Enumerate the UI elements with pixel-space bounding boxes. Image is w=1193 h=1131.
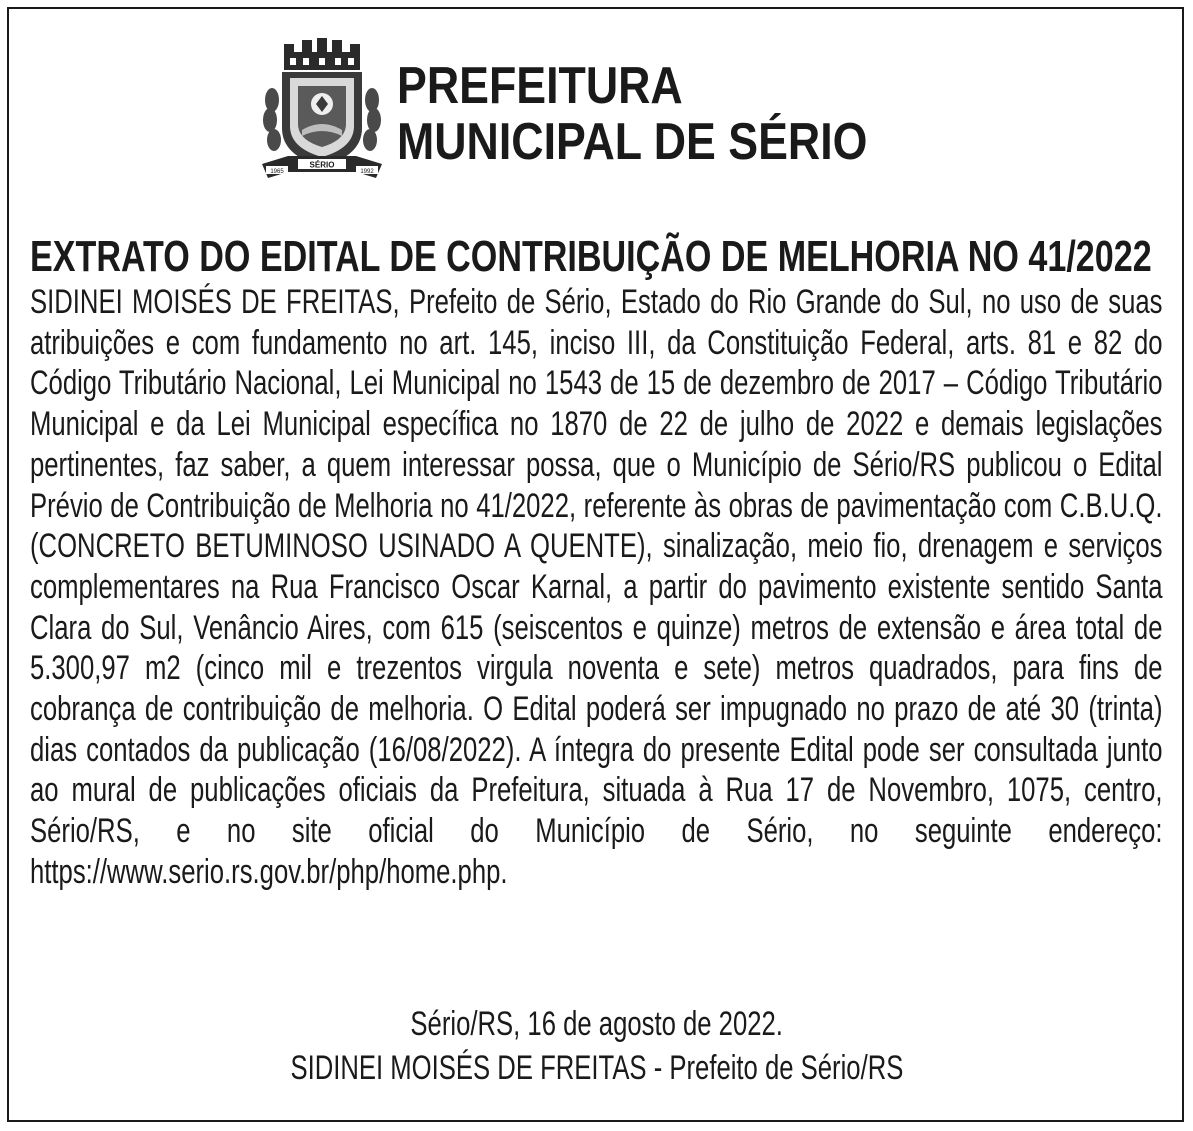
document-heading: EXTRATO DO EDITAL DE CONTRIBUIÇÃO DE MELHORIA NO 41/2022: [30, 232, 1152, 281]
place-date: [0, 1004, 1193, 1044]
municipality-title: [397, 58, 867, 170]
signature-text: SIDINEI MOISÉS DE FREITAS - Prefeito de Sério/RS: [290, 1049, 903, 1087]
signature-line: [0, 1048, 1193, 1088]
municipality-title-line1: PREFEITURA: [397, 57, 683, 115]
crest-year-right: 1992: [360, 169, 374, 175]
crest-year-left: 1965: [270, 169, 284, 175]
document-body: SIDINEI MOISÉS DE FREITAS, Prefeito de Sério, Estado do Rio Grande do Sul, no uso de suas atribuições e com fundamento no art. 145, inciso III, da Constituição Federal, arts. 81 e 82 do Código Tributário Nacional, Lei Municipal no 1543 de 15 de dezembro de 2017 – Código Tributário Municipal e da Lei Municipal específica no 1870 de 22 de julho de 2022 e demais legislações pertinentes, faz saber, a quem interessar possa, que o Município de Sério/RS publicou o Edital Prévio de Contribuição de Melhoria no 41/2022, referente às obras de pavimentação com C.B.U.Q. (CONCRETO BETUMINOSO USINADO A QUENTE), sinalização, meio fio, drenagem e serviços complementares na Rua Francisco Oscar Karnal, a partir do pavimento existente sentido Santa Clara do Sul, Venâncio Aires, com 615 (seiscentos e quinze) metros de extensão e área total de 5.300,97 m2 (cinco mil e trezentos virgula noventa e sete) metros quadrados, para fins de cobrança de contribuição de melhoria. O Edital poderá ser impugnado no prazo de até 30 (trinta) dias contados da publicação (16/08/2022). A íntegra do presente Edital pode ser consultada junto ao mural de publicações oficiais da Prefeitura, situada à Rua 17 de Novembro, 1075, centro, Sério/RS, e no site oficial do Município de Sério, no seguinte endereço: https://www.serio.rs.gov.br/php/home.php.: [30, 283, 1163, 891]
municipality-title-line2: MUNICIPAL DE SÉRIO: [397, 113, 868, 171]
place-date-text: Sério/RS, 16 de agosto de 2022.: [410, 1005, 783, 1043]
coat-of-arms-icon: [258, 38, 386, 186]
crest-banner-text: SÉRIO: [309, 160, 335, 170]
